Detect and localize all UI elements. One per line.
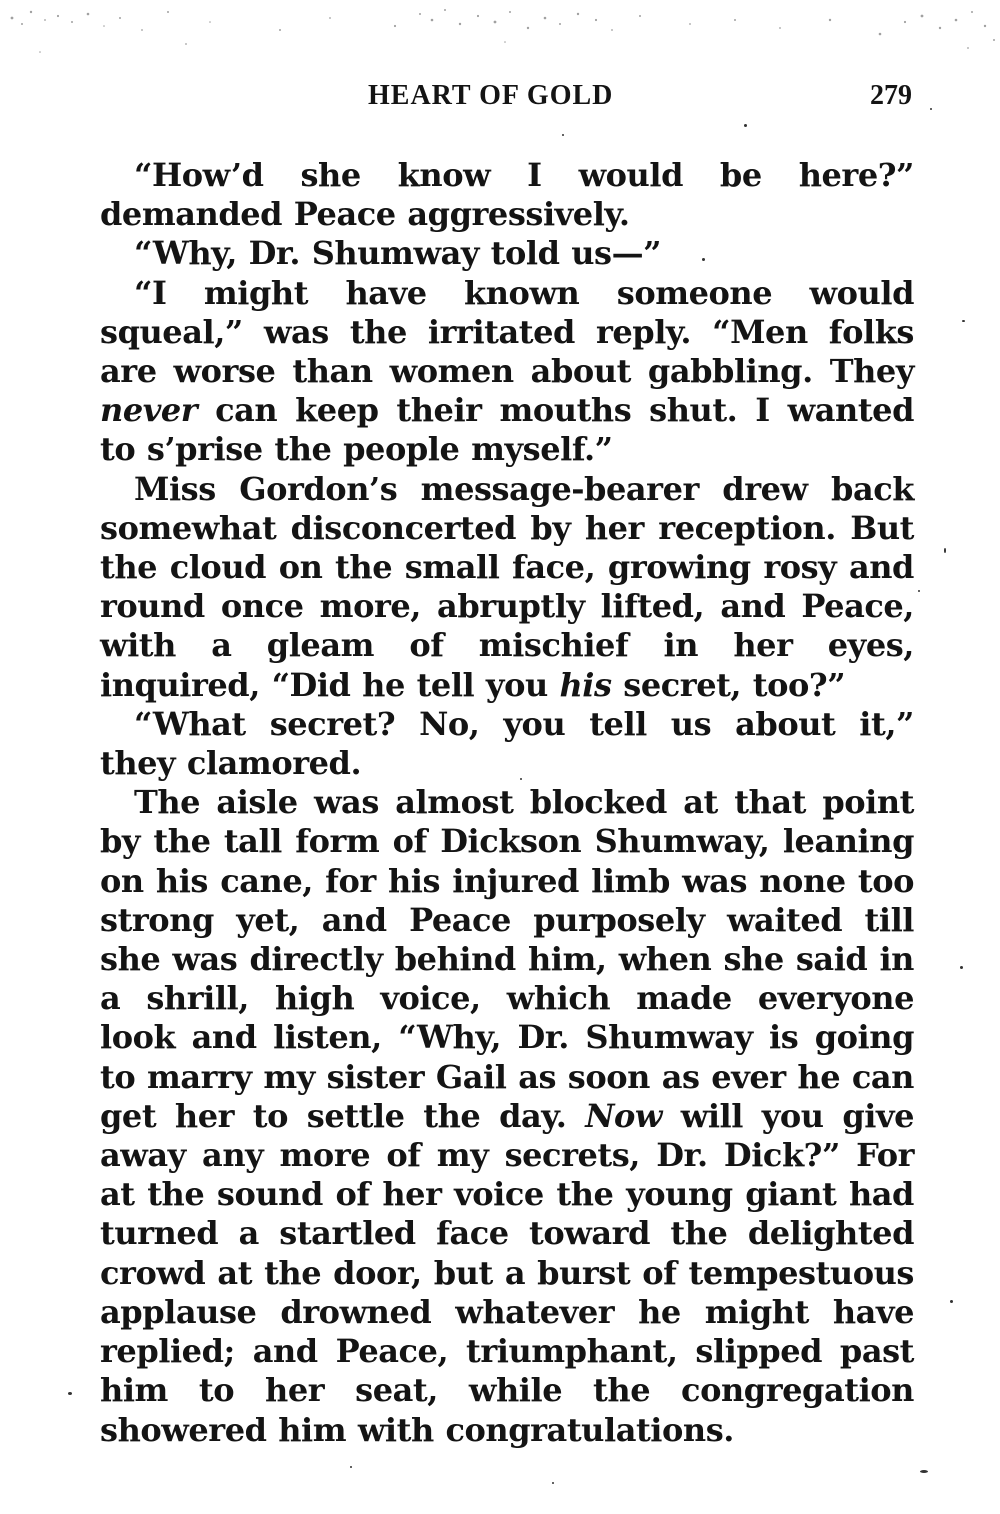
page-number: 279 bbox=[870, 80, 912, 111]
text-run: Miss Gordon’s message-bearer drew back somewhat disconcerted by her reception. But the cloud on the small face, growing rosy and round once more, abruptly lifted, and Peace, with a gleam of mischief in her eyes, inquired, “Did he tell you bbox=[100, 469, 914, 704]
text-run: The aisle was almost blocked at that point by the tall form of Dickson Shumway, leaning on his cane, for his injured limb was none too strong yet, and Peace purposely waited till she was directly behind him, when she said in a shrill, high voice, which made everyone look and listen, “Why, Dr. Shumway is going to marry my sister Gail as soon as ever he can get her to settle the day. bbox=[100, 783, 914, 1135]
paragraph bbox=[100, 234, 914, 273]
body-text bbox=[100, 156, 914, 1450]
italic-text: never bbox=[100, 391, 198, 430]
paragraph bbox=[100, 705, 914, 783]
text-run: can keep their mouths shut. I wanted to s’prise the people myself.” bbox=[100, 391, 914, 469]
text-run: will you give away any more of my secrets, Dr. Dick?” For at the sound of her voice the young giant had turned a startled face toward the delighted crowd at the door, but a burst of tempestuous applause drowned whatever he might have replied; and Peace, triumphant, slipped past him to her seat, while the congregation showered him with congratulations. bbox=[100, 1096, 914, 1449]
paragraph bbox=[100, 274, 914, 470]
text-run: secret, too?” bbox=[611, 665, 846, 704]
text-run: “Why, Dr. Shumway told us—” bbox=[134, 234, 662, 273]
paragraph bbox=[100, 783, 914, 1449]
paragraph bbox=[100, 156, 914, 234]
paragraph bbox=[100, 470, 914, 705]
text-run: “How’d she know I would be here?” demanded Peace aggressively. bbox=[100, 156, 914, 234]
page-header bbox=[100, 80, 920, 120]
italic-text: his bbox=[559, 665, 612, 704]
running-title: HEART OF GOLD bbox=[368, 80, 614, 111]
text-run: “I might have known someone would squeal,” was the irritated reply. “Men folks are worse than women about gabbling. They bbox=[100, 273, 914, 391]
italic-text: Now bbox=[585, 1096, 662, 1135]
text-run: “What secret? No, you tell us about it,” they clamored. bbox=[100, 704, 914, 783]
scan-noise-top bbox=[0, 0, 1000, 70]
